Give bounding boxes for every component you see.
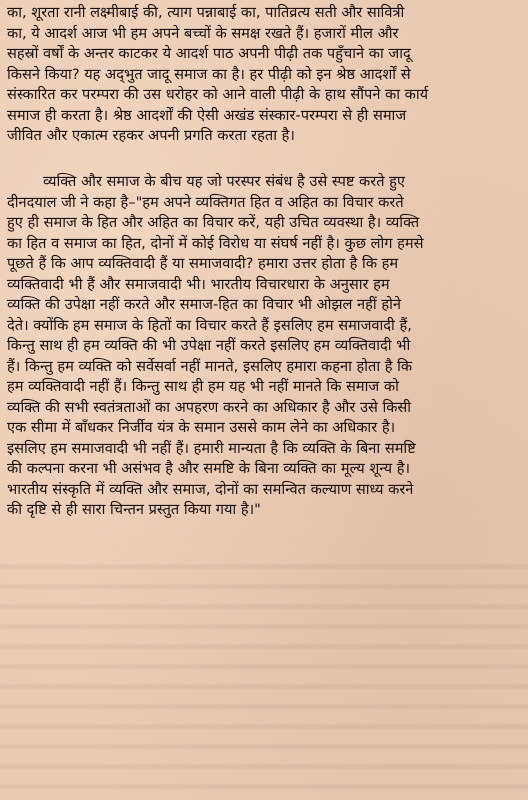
text-line: एक सीमा में बाँधकर निर्जीव यंत्र के समान उससे काम लेने का अधिकार है। — [7, 419, 396, 436]
text-line: की कल्पना करना भी असंभव है और समष्टि के बिना व्यक्ति का मूल्य शून्य है। — [7, 460, 410, 477]
show-through-text-area — [0, 550, 528, 800]
text-line: का हित व समाज का हित, दोनों में कोई विरोध या संघर्ष नहीं है। कुछ लोग हमसे — [7, 234, 424, 252]
text-line: व्यक्ति की उपेक्षा नहीं करते और समाज-हित का विचार भी ओझल नहीं होने — [7, 296, 401, 313]
paragraph-2 — [7, 172, 522, 521]
text-line: व्यक्ति और समाज के बीच यह जो परस्पर संबंध है उसे स्पष्ट करते हुए — [43, 173, 405, 190]
text-line: की दृष्टि से ही सारा चिन्तन प्रस्तुत किया गया है।" — [7, 501, 261, 518]
text-line: समाज ही करता है। श्रेष्ठ आदर्शों की ऐसी अखंड संस्कार-परम्परा से ही समाज — [7, 106, 407, 124]
text-line: देते। क्योंकि हम समाज के हितों का विचार करते हैं इसलिए हम समाजवादी हैं, — [7, 316, 412, 334]
text-line: किन्तु साथ ही हम व्यक्ति की भी उपेक्षा नहीं करते इसलिए हम व्यक्तिवादी भी — [7, 337, 411, 354]
text-line: व्यक्तिवादी भी हैं और समाजवादी भी। भारतीय विचारधारा के अनुसार हम — [7, 275, 390, 293]
text-line: व्यक्ति की सभी स्वतंत्रताओं का अपहरण करने का अधिकार है और उसे किसी — [7, 398, 412, 416]
text-line: हैं। किन्तु हम व्यक्ति को सर्वेसर्वा नहीं मानते, इसलिए हमारा कहना होता है कि — [7, 357, 413, 375]
text-line: पूछते हैं कि आप व्यक्तिवादी हैं या समाजवादी? हमारा उत्तर होता है कि हम — [7, 255, 399, 272]
text-line: जीवित और एकात्म रहकर अपनी प्रगति करता रहता है। — [7, 127, 295, 144]
text-line: भारतीय संस्कृति में व्यक्ति और समाज, दोनों का समन्वित कल्याण साध्य करने — [7, 480, 414, 498]
text-line: इसलिए हम समाजवादी भी नहीं हैं। हमारी मान्यता है कि व्यक्ति के बिना समष्टि — [7, 439, 416, 457]
text-line: संस्कारित कर परम्परा की उस धरोहर को आने वाली पीढ़ी के हाथ सौंपने का कार्य — [7, 86, 429, 103]
paragraph-1 — [7, 3, 522, 147]
text-line: हम व्यक्तिवादी नहीं हैं। किन्तु साथ ही हम यह भी नहीं मानते कि समाज को — [7, 378, 399, 395]
text-line: का, ये आदर्श आज भी हम अपने बच्चों के समक्ष रखते हैं। हजारों मील और — [7, 24, 399, 42]
text-line: हुए ही समाज के हित और अहित का विचार करें, यही उचित व्यवस्था है। व्यक्ति — [7, 214, 420, 231]
text-line: किसने किया? यह अद्‌भुत जादू समाज का है। हर पीढ़ी को इन श्रेष्ठ आदर्शों से — [7, 65, 411, 83]
text-line: सहस्रों वर्षों के अन्तर काटकर ये आदर्श पाठ अपनी पीढ़ी तक पहुँचाने का जादू — [7, 45, 411, 62]
text-line: का, शूरता रानी लक्ष्मीबाई की, त्याग पन्नाबाई का, पातिव्रत्य सती और सावित्री — [7, 4, 405, 21]
text-line: दीनदयाल जी ने कहा है–"हम अपने व्यक्तिगत हित व अहित का विचार करते — [7, 193, 404, 211]
